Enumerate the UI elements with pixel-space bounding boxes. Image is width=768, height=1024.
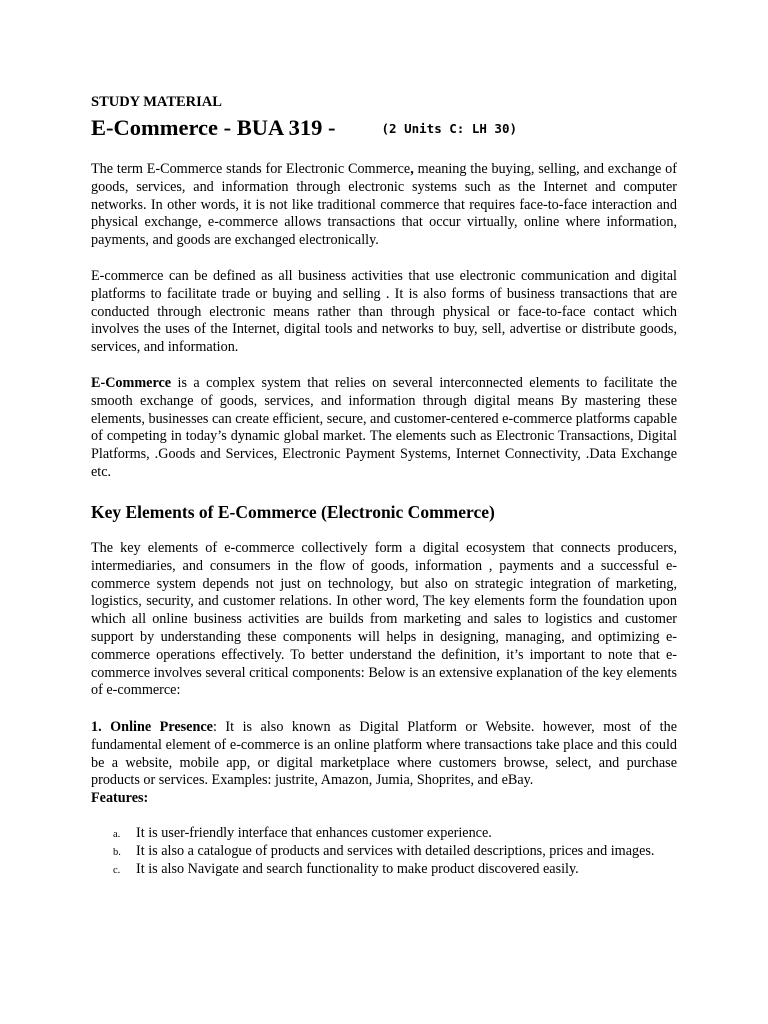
key-elements-heading: Key Elements of E-Commerce (Electronic Commerce) [91,502,495,522]
study-material-label: STUDY MATERIAL [91,94,222,110]
list-marker: c. [113,864,121,876]
features-list [91,825,677,878]
online-presence-title: 1. Online Presence [91,719,213,735]
list-item-text: It is user-friendly interface that enhances customer experience. [136,825,492,841]
document-title [91,113,677,146]
list-item-text: It is also a catalogue of products and services with detailed descriptions, prices and images. [136,842,655,859]
list-item [91,843,677,861]
intro-p1-text-b: meaning the buying, selling, and exchange of goods, services, and information through electronic systems such as the Internet and computer networks. In other words, it is not like traditional commerce that requires face-to-face interaction and physical exchange, e-commerce allows transactions that occur virtually, online where information, payments, and goods are exchanged electronically. [91,161,677,249]
list-item-text: It is also Navigate and search functionality to make product discovered easily. [136,860,579,877]
list-marker: b. [113,846,121,858]
course-units: (2 Units C: LH 30) [381,121,517,136]
intro-p1-text-a: The term E-Commerce stands for Electronic Commerce [91,161,411,177]
intro-paragraph-3 [91,375,677,482]
list-item [91,861,677,879]
course-title: E-Commerce - BUA 319 - [91,115,336,140]
features-label: Features: [91,790,149,807]
e-commerce-bold-term: E-Commerce [91,375,172,391]
intro-p1-comma: , [410,161,414,177]
intro-paragraph-2: E-commerce can be defined as all business activities that use electronic communication and digital platforms to facilitate trade or buying and selling . It is also forms of business transactions that are conducted through electronic means rather than through physical or face-to-face contact which involves the uses of the Internet, digital tools and networks to buy, sell, advertise or distribute goods, services, and information. [91,268,677,356]
online-presence-paragraph [91,719,677,808]
intro-p3-text: is a complex system that relies on several interconnected elements to facilitate the smooth exchange of goods, services, and information through digital means By mastering these elements, businesses can create efficient, secure, and customer-centered e-commerce platforms capable of competing in today’s dynamic global market. The elements such as Electronic Transactions, Digital Platforms, .Goods and Services, Electronic Payment Systems, Internet Connectivity, .Data Exchange etc. [91,375,677,480]
list-marker: a. [113,829,121,840]
intro-paragraph-1 [91,161,677,250]
key-elements-paragraph: The key elements of e-commerce collectively form a digital ecosystem that connects producers, intermediaries, and consumers in the flow of goods, information , payments and a successful e-commerce system depends not just on technology, but also on strategic integration of marketing, logistics, security, and customer relations. In other word, The key elements form the foundation upon which all online business activities are builds from marketing and sales to logistics and customer support by understanding these components will helps in designing, managing, and optimizing e-commerce operations effectively. To better understand the definition, it’s important to note that e-commerce involves several critical components: Below is an extensive explanation of the key elements of e-commerce: [91,540,677,699]
online-presence-text: : It is also known as Digital Platform or Website. however, most of the fundamental element of e-commerce is an online platform where transactions take place and this could be a website, mobile app, or digital marketplace where customers browse, select, and purchase products or services. Examples: justrite, Amazon, Jumia, Shoprites, and eBay. [91,719,677,789]
list-item [91,825,677,843]
